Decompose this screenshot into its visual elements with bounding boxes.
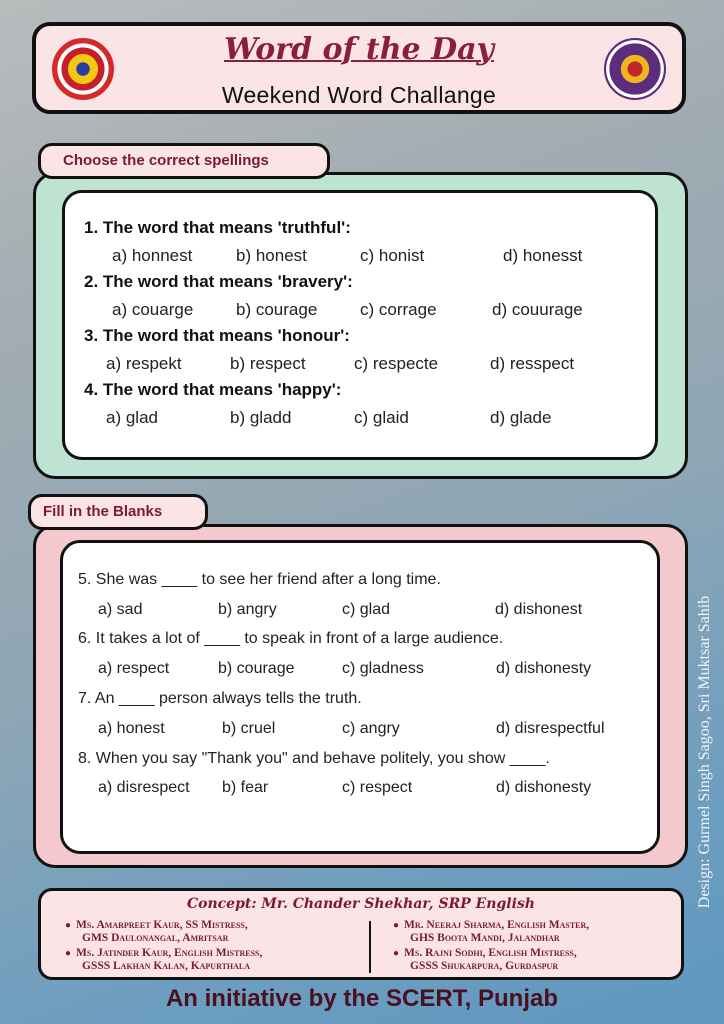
bullet-icon: ● [65,948,72,959]
page-subtitle: Weekend Word Challange [221,82,497,108]
concept-credit: Concept: Mr. Chander Shekhar, SRP English [187,896,535,912]
bullet-icon: ● [65,920,72,931]
option-6c: c) gladness [342,660,424,677]
credit-right-2: ● Ms. Rajni Sodhi, English Mistress, GSSS Shukarpura, Gurdaspur [393,947,577,972]
option-6a: a) respect [98,660,170,677]
option-1d: d) honesst [503,246,583,265]
section-blanks-label: Fill in the Blanks [28,494,208,530]
option-3a: a) respekt [106,354,182,373]
header-banner [32,22,686,114]
option-1c: c) honist [360,246,425,265]
question-3: 3. The word that means 'honour': [84,326,350,345]
option-8a: a) disrespect [98,779,190,796]
question-8: 8. When you say "Thank you" and behave politely, you show ____. [78,750,550,767]
design-credit-text: Design: Gurmel Singh Sagoo, Sri Muktsar Sahib [696,595,713,909]
option-8c: c) respect [342,779,413,796]
credits-box [38,888,684,980]
option-6b: b) courage [218,660,295,677]
credit-right-1: ● Mr. Neeraj Sharma, English Master, GHS Boota Mandi, Jalandhar [393,919,590,944]
question-6: 6. It takes a lot of ____ to speak in front of a large audience. [78,630,504,647]
option-3c: c) respecte [354,354,439,373]
option-4c: c) glaid [354,408,409,427]
option-8d: d) dishonesty [496,779,592,796]
bullet-icon: ● [393,920,400,931]
option-7b: b) cruel [222,720,276,737]
footer-initiative: An initiative by the SCERT, Punjab [165,985,559,1012]
english-circles-logo-icon [604,38,666,100]
option-2a: a) couarge [112,300,194,319]
option-4b: b) gladd [230,408,292,427]
credit-left-2: ● Ms. Jatinder Kaur, English Mistress, GSSS Lakhan Kalan, Kapurthala [65,947,263,972]
option-5d: d) dishonest [495,601,583,618]
option-7d: d) disrespectful [496,720,605,737]
option-2c: c) corrage [360,300,437,319]
credits-divider [369,921,371,973]
question-1: 1. The word that means 'truthful': [84,218,351,237]
option-3d: d) resspect [490,354,575,373]
question-4: 4. The word that means 'happy': [84,380,342,399]
option-4d: d) glade [490,408,552,427]
option-1a: a) honnest [112,246,193,265]
section-spellings-label: Choose the correct spellings [38,143,330,179]
option-2d: d) couurage [492,300,583,319]
option-7a: a) honest [98,720,165,737]
option-2b: b) courage [236,300,318,319]
question-2: 2. The word that means 'bravery': [84,272,353,291]
credit-left-1: ● Ms. Amarpreet Kaur, SS Mistress, GMS Daulonangal, Amritsar [65,919,248,944]
option-5a: a) sad [98,601,143,618]
question-7: 7. An ____ person always tells the truth. [78,690,362,707]
option-5c: c) glad [342,601,391,618]
question-5: 5. She was ____ to see her friend after a long time. [78,571,441,588]
option-3b: b) respect [230,354,306,373]
option-7c: c) angry [342,720,400,737]
bullet-icon: ● [393,948,400,959]
option-8b: b) fear [222,779,269,796]
page-title: Word of the Day [224,32,494,67]
option-4a: a) glad [106,408,158,427]
option-5b: b) angry [218,601,277,618]
option-1b: b) honest [236,246,307,265]
option-6d: d) dishonesty [496,660,592,677]
